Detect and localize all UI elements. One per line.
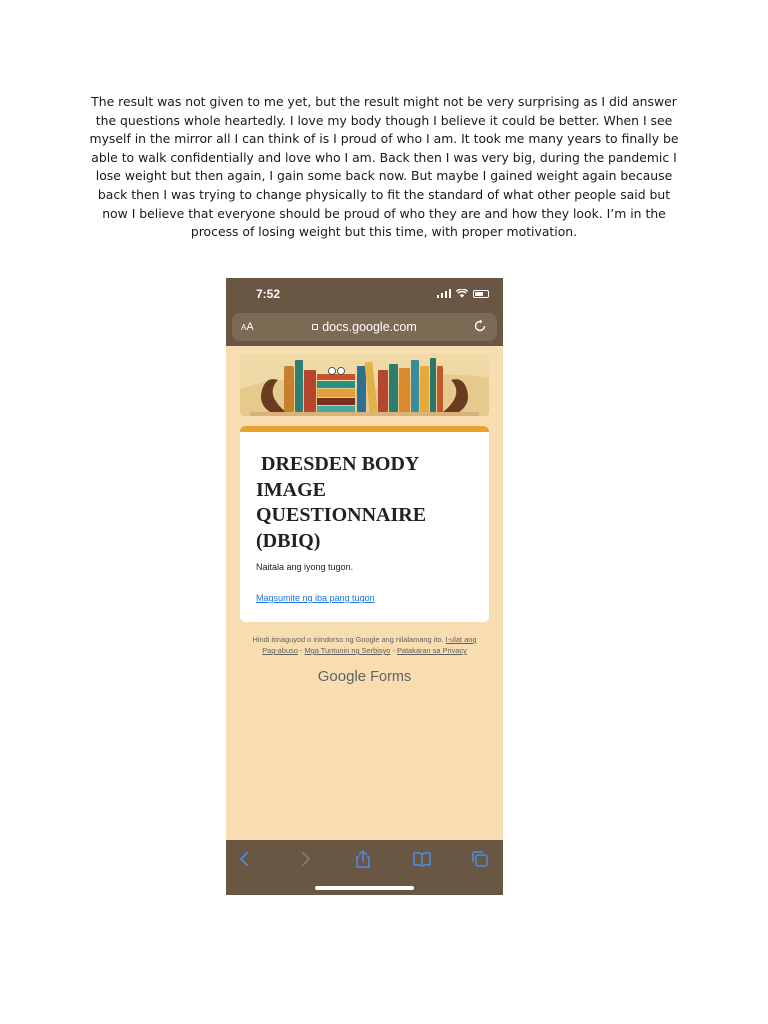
footer-separator: - (390, 646, 397, 655)
forward-icon[interactable] (295, 849, 315, 869)
lock-icon (312, 324, 318, 330)
back-icon[interactable] (235, 849, 255, 869)
privacy-policy-link[interactable]: Patakaran sa Privacy (396, 646, 467, 655)
wifi-icon (456, 289, 468, 298)
status-bar (226, 278, 503, 312)
phone-screenshot (226, 278, 503, 895)
essay-paragraph: The result was not given to me yet, but the result might not be very surprising as I did answer the questions whole heartedly. I love my body though I believe it could be better. When I see myself in the mirror all I can think of is I proud of who I am. It took me many years to finally be able to walk confidentially and love who I am. Back then I was very big, during the pandemic I lose weight but then again, I gain some back now. But maybe I gained weight again because back then I was trying to change physically to fit the standard of what other people said but now I believe that everyone should be proud of who they are and how they look. I’m in the process of losing weight but this time, with proper motivation. (89, 94, 679, 240)
text-size-large: A (246, 321, 254, 333)
browser-toolbar (226, 840, 503, 895)
share-icon[interactable] (353, 849, 373, 869)
terms-of-service-link[interactable]: Mga Tuntunin ng Serbisyo (304, 646, 391, 655)
url-display[interactable] (232, 320, 497, 334)
form-confirmation-card (240, 426, 489, 622)
disclaimer-text: Hindi itinaguyod o inindorso ng Google ang nilalamang ito. (252, 635, 444, 644)
cellular-signal-icon (437, 289, 452, 298)
google-disclaimer (244, 634, 485, 656)
footer-separator: - (297, 646, 305, 655)
url-text: docs.google.com (322, 320, 417, 334)
home-indicator[interactable] (315, 886, 414, 890)
status-time: 7:52 (256, 287, 281, 301)
status-icons (437, 289, 490, 298)
bookmarks-icon[interactable] (412, 849, 432, 869)
address-bar[interactable] (232, 313, 497, 341)
google-forms-logo[interactable] (226, 668, 503, 685)
report-abuse-link[interactable]: I-ulat ang Pag-abuso (262, 635, 477, 655)
response-recorded-text: Naitala ang iyong tugon. (256, 562, 354, 572)
submit-another-response-link[interactable]: Magsumite ng iba pang tugon (256, 593, 375, 603)
form-title: DRESDEN BODY IMAGE QUESTIONNAIRE (DBIQ) (256, 453, 432, 552)
forms-wordmark: Forms (366, 669, 412, 685)
battery-icon (473, 290, 489, 298)
google-wordmark: Google (317, 668, 367, 685)
tabs-icon[interactable] (470, 849, 490, 869)
text-size-small: A (241, 323, 247, 332)
reload-icon[interactable] (472, 318, 488, 334)
form-header-image (240, 354, 489, 416)
browser-address-area (226, 312, 503, 346)
